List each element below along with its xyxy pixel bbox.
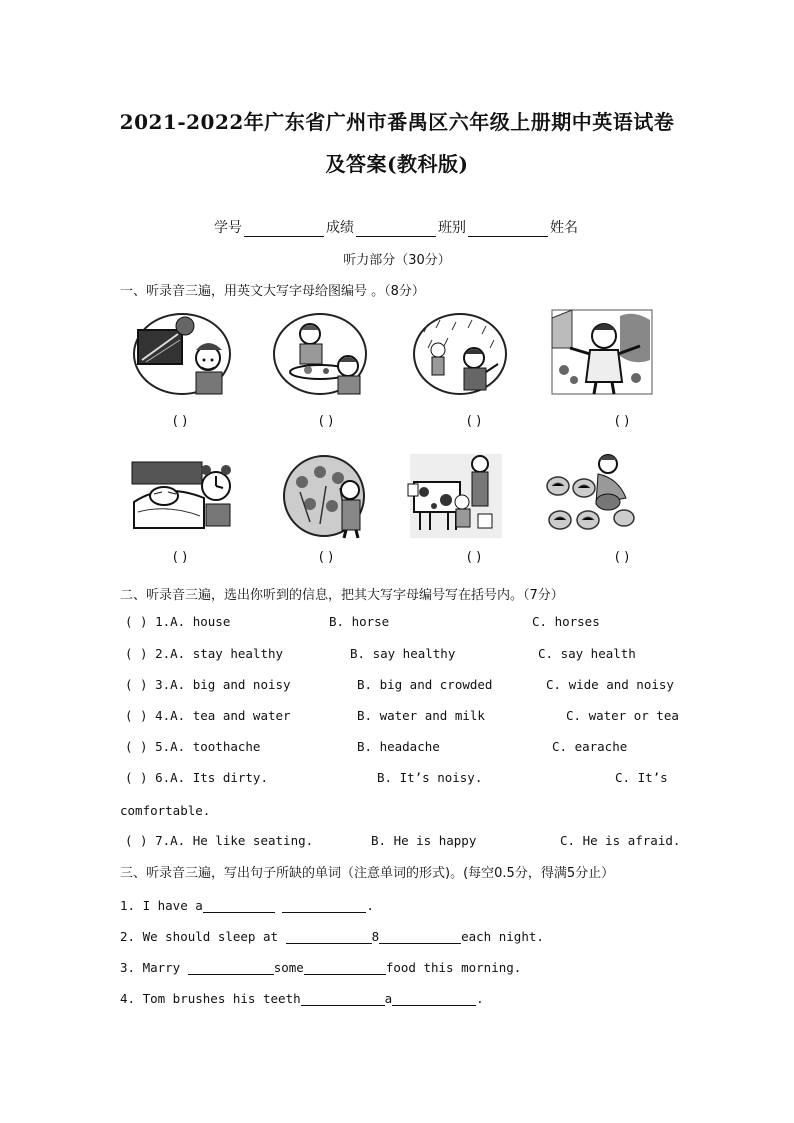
part2-heading: 二、听录音三遍，选出你听到的信息，把其大写字母编号写在括号内。（7分） [120, 588, 564, 603]
q2-option-c: C. say health [538, 646, 636, 661]
fill-sentence-4 [120, 991, 484, 1006]
q2-option-b: B. say healthy [350, 646, 456, 661]
q3-option-c: C. wide and noisy [546, 677, 674, 692]
name-label: 姓名 [550, 220, 578, 236]
answer-paren-7: ( ) [466, 550, 482, 565]
q5-option-a: ( ) 5.A. toothache [125, 739, 261, 754]
picture-eating-at-table [270, 310, 376, 398]
q7-option-b: B. He is happy [371, 833, 477, 848]
q4-option-b: B. water and milk [357, 708, 485, 723]
q1-option-b: B. horse [329, 614, 390, 629]
score-label: 成绩 [326, 220, 354, 236]
q5-option-b: B. headache [357, 739, 440, 754]
picture-man-outdoors [550, 308, 656, 396]
picture-boy-in-crowd [280, 452, 386, 540]
fill-sentence-1 [120, 898, 374, 913]
fill-3-blank-b[interactable] [304, 961, 386, 975]
q1-option-a: ( ) 1.A. house [125, 614, 231, 629]
q7-option-a: ( ) 7.A. He like seating. [125, 833, 314, 848]
fill-3-text: 3. Marry [120, 960, 188, 975]
answer-paren-2: ( ) [318, 414, 334, 429]
q2-option-a: ( ) 2.A. stay healthy [125, 646, 284, 661]
q7-option-c: C. He is afraid. [560, 833, 681, 848]
fill-4-mid: a [384, 991, 393, 1006]
fill-3-end: food this morning. [385, 960, 522, 975]
fill-4-end: . [476, 991, 484, 1006]
fill-3-blank-a[interactable] [188, 961, 274, 975]
answer-paren-1: ( ) [172, 414, 188, 429]
q4-option-a: ( ) 4.A. tea and water [125, 708, 291, 723]
fill-4-blank-a[interactable] [301, 992, 385, 1006]
fill-1-blank-b[interactable] [282, 899, 366, 913]
class-label: 班别 [438, 220, 466, 236]
answer-paren-8: ( ) [614, 550, 630, 565]
student-info-line [214, 217, 578, 237]
q6-option-c-continued: comfortable. [120, 803, 211, 818]
q5-option-c: C. earache [552, 739, 628, 754]
fill-sentence-3 [120, 960, 521, 975]
q6-option-a: ( ) 6.A. Its dirty. [125, 770, 268, 785]
student-no-blank [244, 221, 324, 237]
q3-option-b: B. big and crowded [357, 677, 493, 692]
student-no-label: 学号 [214, 220, 242, 236]
score-blank [356, 221, 436, 237]
answer-paren-6: ( ) [318, 550, 334, 565]
class-blank [468, 221, 548, 237]
fill-sentence-2 [120, 929, 544, 944]
answer-paren-5: ( ) [172, 550, 188, 565]
q4-option-c: C. water or tea [566, 708, 679, 723]
part3-heading: 三、听录音三遍，写出句子所缺的单词（注意单词的形式)。(每空0.5分，得满5分止） [120, 866, 615, 881]
fill-4-blank-b[interactable] [392, 992, 476, 1006]
q6-option-b: B. It’s noisy. [377, 770, 483, 785]
fill-1-text: 1. I have a [120, 898, 203, 913]
fill-3-mid: some [273, 960, 304, 975]
picture-watching-tv [130, 310, 236, 398]
fill-2-blank-b[interactable] [379, 930, 461, 944]
picture-sleeping-alarm-clock [130, 452, 236, 540]
fill-1-end: . [366, 898, 374, 913]
q1-option-c: C. horses [532, 614, 600, 629]
fill-4-text: 4. Tom brushes his teeth [120, 991, 301, 1006]
exam-title-line1: 2021-2022年广东省广州市番禺区六年级上册期中英语试卷 [119, 110, 675, 134]
picture-boy-in-rain [410, 310, 516, 398]
picture-children-with-cow [406, 452, 512, 540]
q6-option-c: C. It’s [615, 770, 668, 785]
picture-woman-picking-vegetables [544, 452, 650, 540]
answer-paren-4: ( ) [614, 414, 630, 429]
listening-heading: 听力部分（30分） [343, 253, 451, 268]
q3-option-a: ( ) 3.A. big and noisy [125, 677, 291, 692]
part1-heading: 一、听录音三遍，用英文大写字母给图编号 。（8分） [120, 284, 425, 299]
fill-2-mid: 8 [371, 929, 380, 944]
fill-1-blank-a[interactable] [203, 899, 275, 913]
answer-paren-3: ( ) [466, 414, 482, 429]
fill-2-text: 2. We should sleep at [120, 929, 286, 944]
fill-2-blank-a[interactable] [286, 930, 372, 944]
exam-title-line2: 及答案(教科版) [325, 152, 469, 176]
fill-2-end: each night. [461, 929, 544, 944]
